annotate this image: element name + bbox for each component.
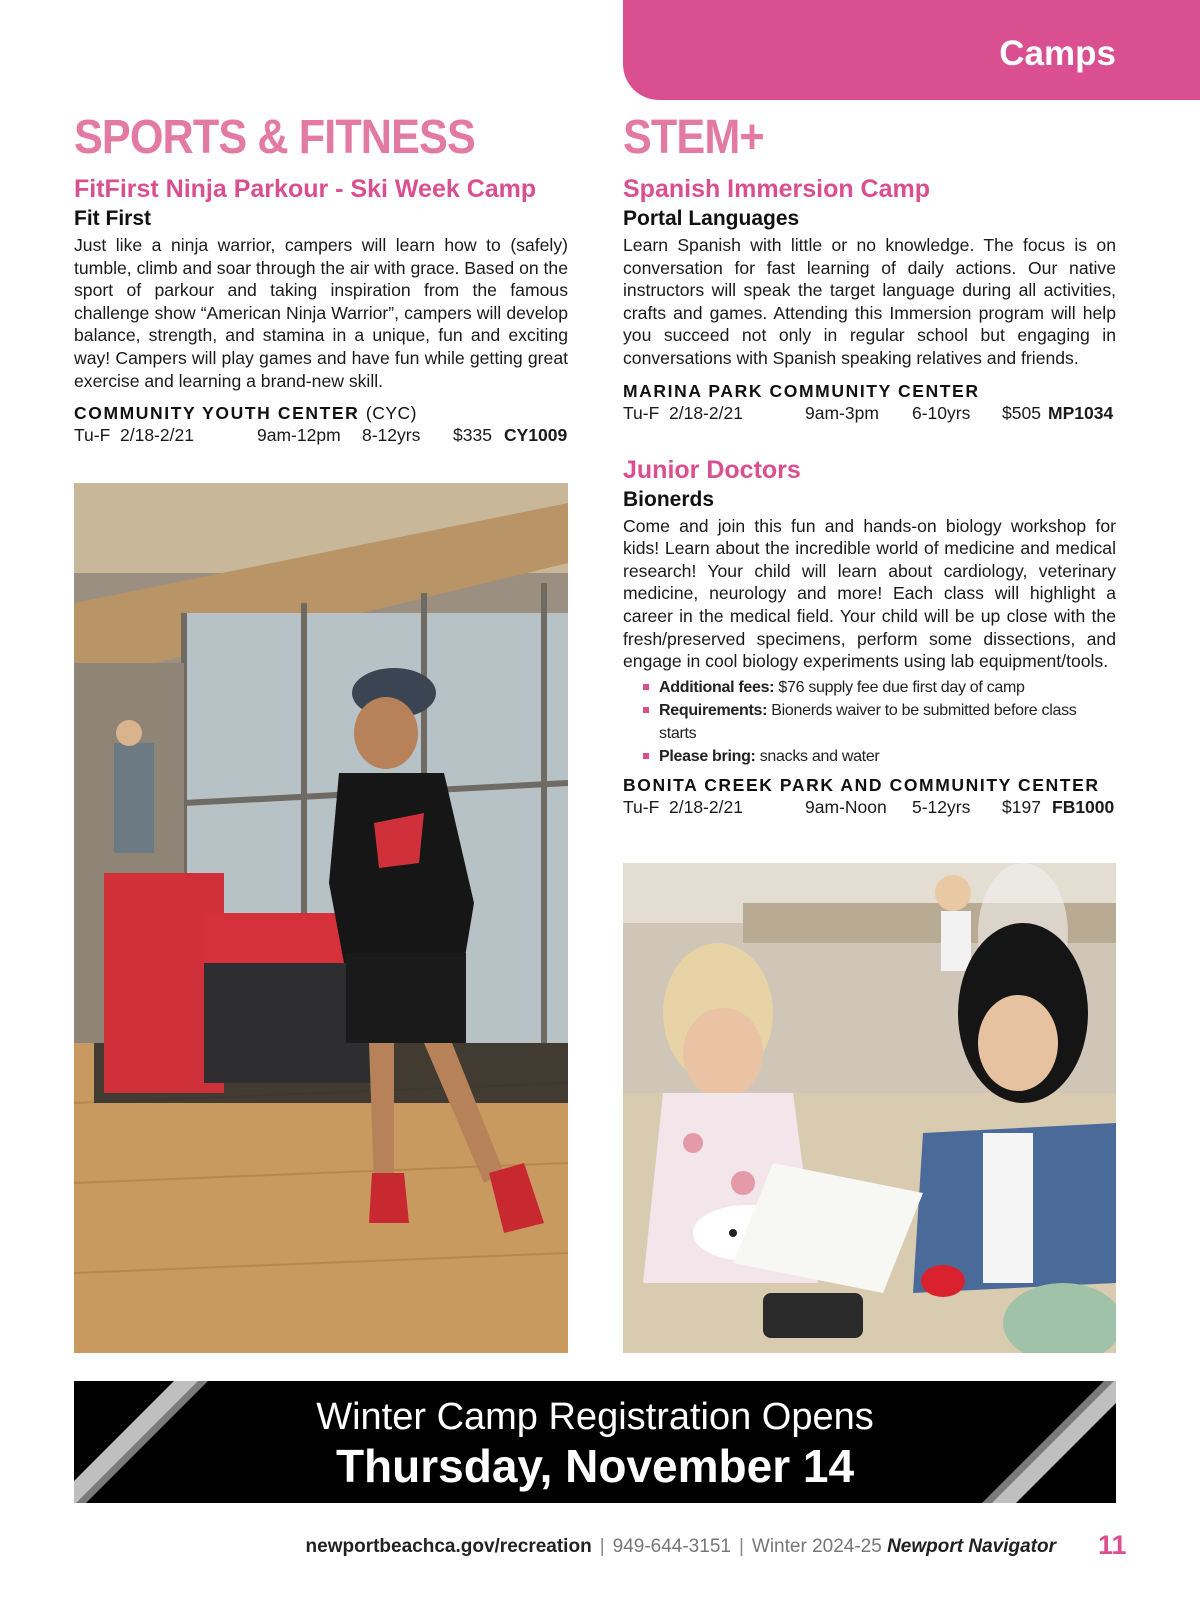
schedule-dates: 2/18-2/21 xyxy=(120,425,194,446)
camp-provider: Bionerds xyxy=(623,487,715,511)
schedule-days: Tu-F xyxy=(623,796,660,817)
camp-venue: BONITA CREEK PARK AND COMMUNITY CENTER xyxy=(623,774,1100,795)
camp-schedule xyxy=(623,402,1116,425)
camp-schedule xyxy=(623,796,1116,819)
camp-details-list xyxy=(623,676,1116,768)
camp-description: Just like a ninja warrior, campers will learn how to (safely) tumble, climb and soar through the air with grace. Based on the sport of parkour and taking inspiration from the famous challenge show “American Ninja Warrior”, campers will develop balance, strength, and stamina in a unique, fun and exciting way! Campers will play games and have fun while getting great exercise and learning a brand-new skill. xyxy=(74,235,568,391)
detail-label: Additional fees: xyxy=(659,678,775,696)
kids-biology-workshop-photo xyxy=(623,863,1116,1353)
list-item xyxy=(623,745,1116,768)
footer-season: Winter 2024-25 xyxy=(751,1536,882,1557)
schedule-ages: 6-10yrs xyxy=(912,402,971,423)
schedule-days: Tu-F xyxy=(623,402,660,423)
camp-title: Spanish Immersion Camp xyxy=(623,175,931,203)
section-tab xyxy=(623,0,1200,100)
schedule-time: 9am-12pm xyxy=(257,425,341,446)
schedule-days: Tu-F xyxy=(74,425,111,446)
footer-separator: | xyxy=(738,1536,744,1557)
footer-url[interactable]: newportbeachca.gov/recreation xyxy=(305,1536,592,1557)
schedule-time: 9am-Noon xyxy=(805,796,887,817)
schedule-dates: 2/18-2/21 xyxy=(669,796,743,817)
camp-provider: Portal Languages xyxy=(623,207,800,230)
schedule-ages: 8-12yrs xyxy=(362,425,421,446)
course-code: CY1009 xyxy=(504,425,568,446)
stem-column xyxy=(623,112,1116,819)
footer-publication: Newport Navigator xyxy=(887,1536,1056,1557)
section-heading-sports: SPORTS & FITNESS xyxy=(74,111,475,164)
schedule-dates: 2/18-2/21 xyxy=(669,402,743,423)
list-item xyxy=(623,676,1116,699)
list-item xyxy=(623,699,1116,745)
camp-title: Junior Doctors xyxy=(623,455,801,484)
boy-parkour-photo xyxy=(74,483,568,1353)
detail-text: Bionerds waiver to be submitted before class starts xyxy=(659,701,1077,742)
schedule-time: 9am-3pm xyxy=(805,402,879,423)
detail-text: $76 supply fee due first day of camp xyxy=(778,678,1025,696)
camp-description: Come and join this fun and hands-on biology workshop for kids! Learn about the incredible world of medicine and medical research! Your child will learn about cardiology, veterinary medicine, neurology and more! Each class will highlight a career in the medical field. Your child will be up close with the fresh/preserved specimens, perform some dissections, and engage in cool biology experiments using lab equipment/tools. xyxy=(623,515,1116,672)
footer-phone: 949-644-3151 xyxy=(612,1536,731,1557)
camp-schedule xyxy=(74,424,568,447)
venue-abbr: (CYC) xyxy=(365,403,417,424)
detail-label: Please bring: xyxy=(659,747,756,765)
detail-text: snacks and water xyxy=(759,747,880,765)
banner-headline: Winter Camp Registration Opens xyxy=(316,1396,874,1438)
camp-description: Learn Spanish with little or no knowledge. The focus is on conversation for fast learning of daily actions. Our native instructors will speak the target language during all activities, crafts and games. Attending this Immersion program will help you succeed not only in regular school but engaging in conversations with Spanish speaking relatives and friends. xyxy=(623,235,1116,368)
camp-title: FitFirst Ninja Parkour - Ski Week Camp xyxy=(74,175,537,203)
course-code: FB1000 xyxy=(1052,796,1115,817)
camp-venue: MARINA PARK COMMUNITY CENTER xyxy=(623,380,980,401)
camp-venue xyxy=(74,402,568,424)
schedule-price: $505 xyxy=(1002,402,1041,423)
venue-name: COMMUNITY YOUTH CENTER xyxy=(74,403,360,424)
footer-separator: | xyxy=(599,1536,605,1557)
banner-date: Thursday, November 14 xyxy=(335,1440,855,1492)
registration-banner xyxy=(74,1381,1116,1503)
schedule-ages: 5-12yrs xyxy=(912,796,971,817)
course-code: MP1034 xyxy=(1048,402,1114,423)
sports-fitness-column xyxy=(74,112,568,447)
detail-label: Requirements: xyxy=(659,701,768,719)
page-number: 11 xyxy=(1098,1530,1127,1560)
page-footer xyxy=(0,1536,1056,1558)
schedule-price: $335 xyxy=(453,425,492,446)
camp-provider: Fit First xyxy=(74,207,151,230)
section-tab-label: Camps xyxy=(999,34,1116,73)
schedule-price: $197 xyxy=(1002,796,1041,817)
section-heading-stem: STEM+ xyxy=(623,111,764,164)
